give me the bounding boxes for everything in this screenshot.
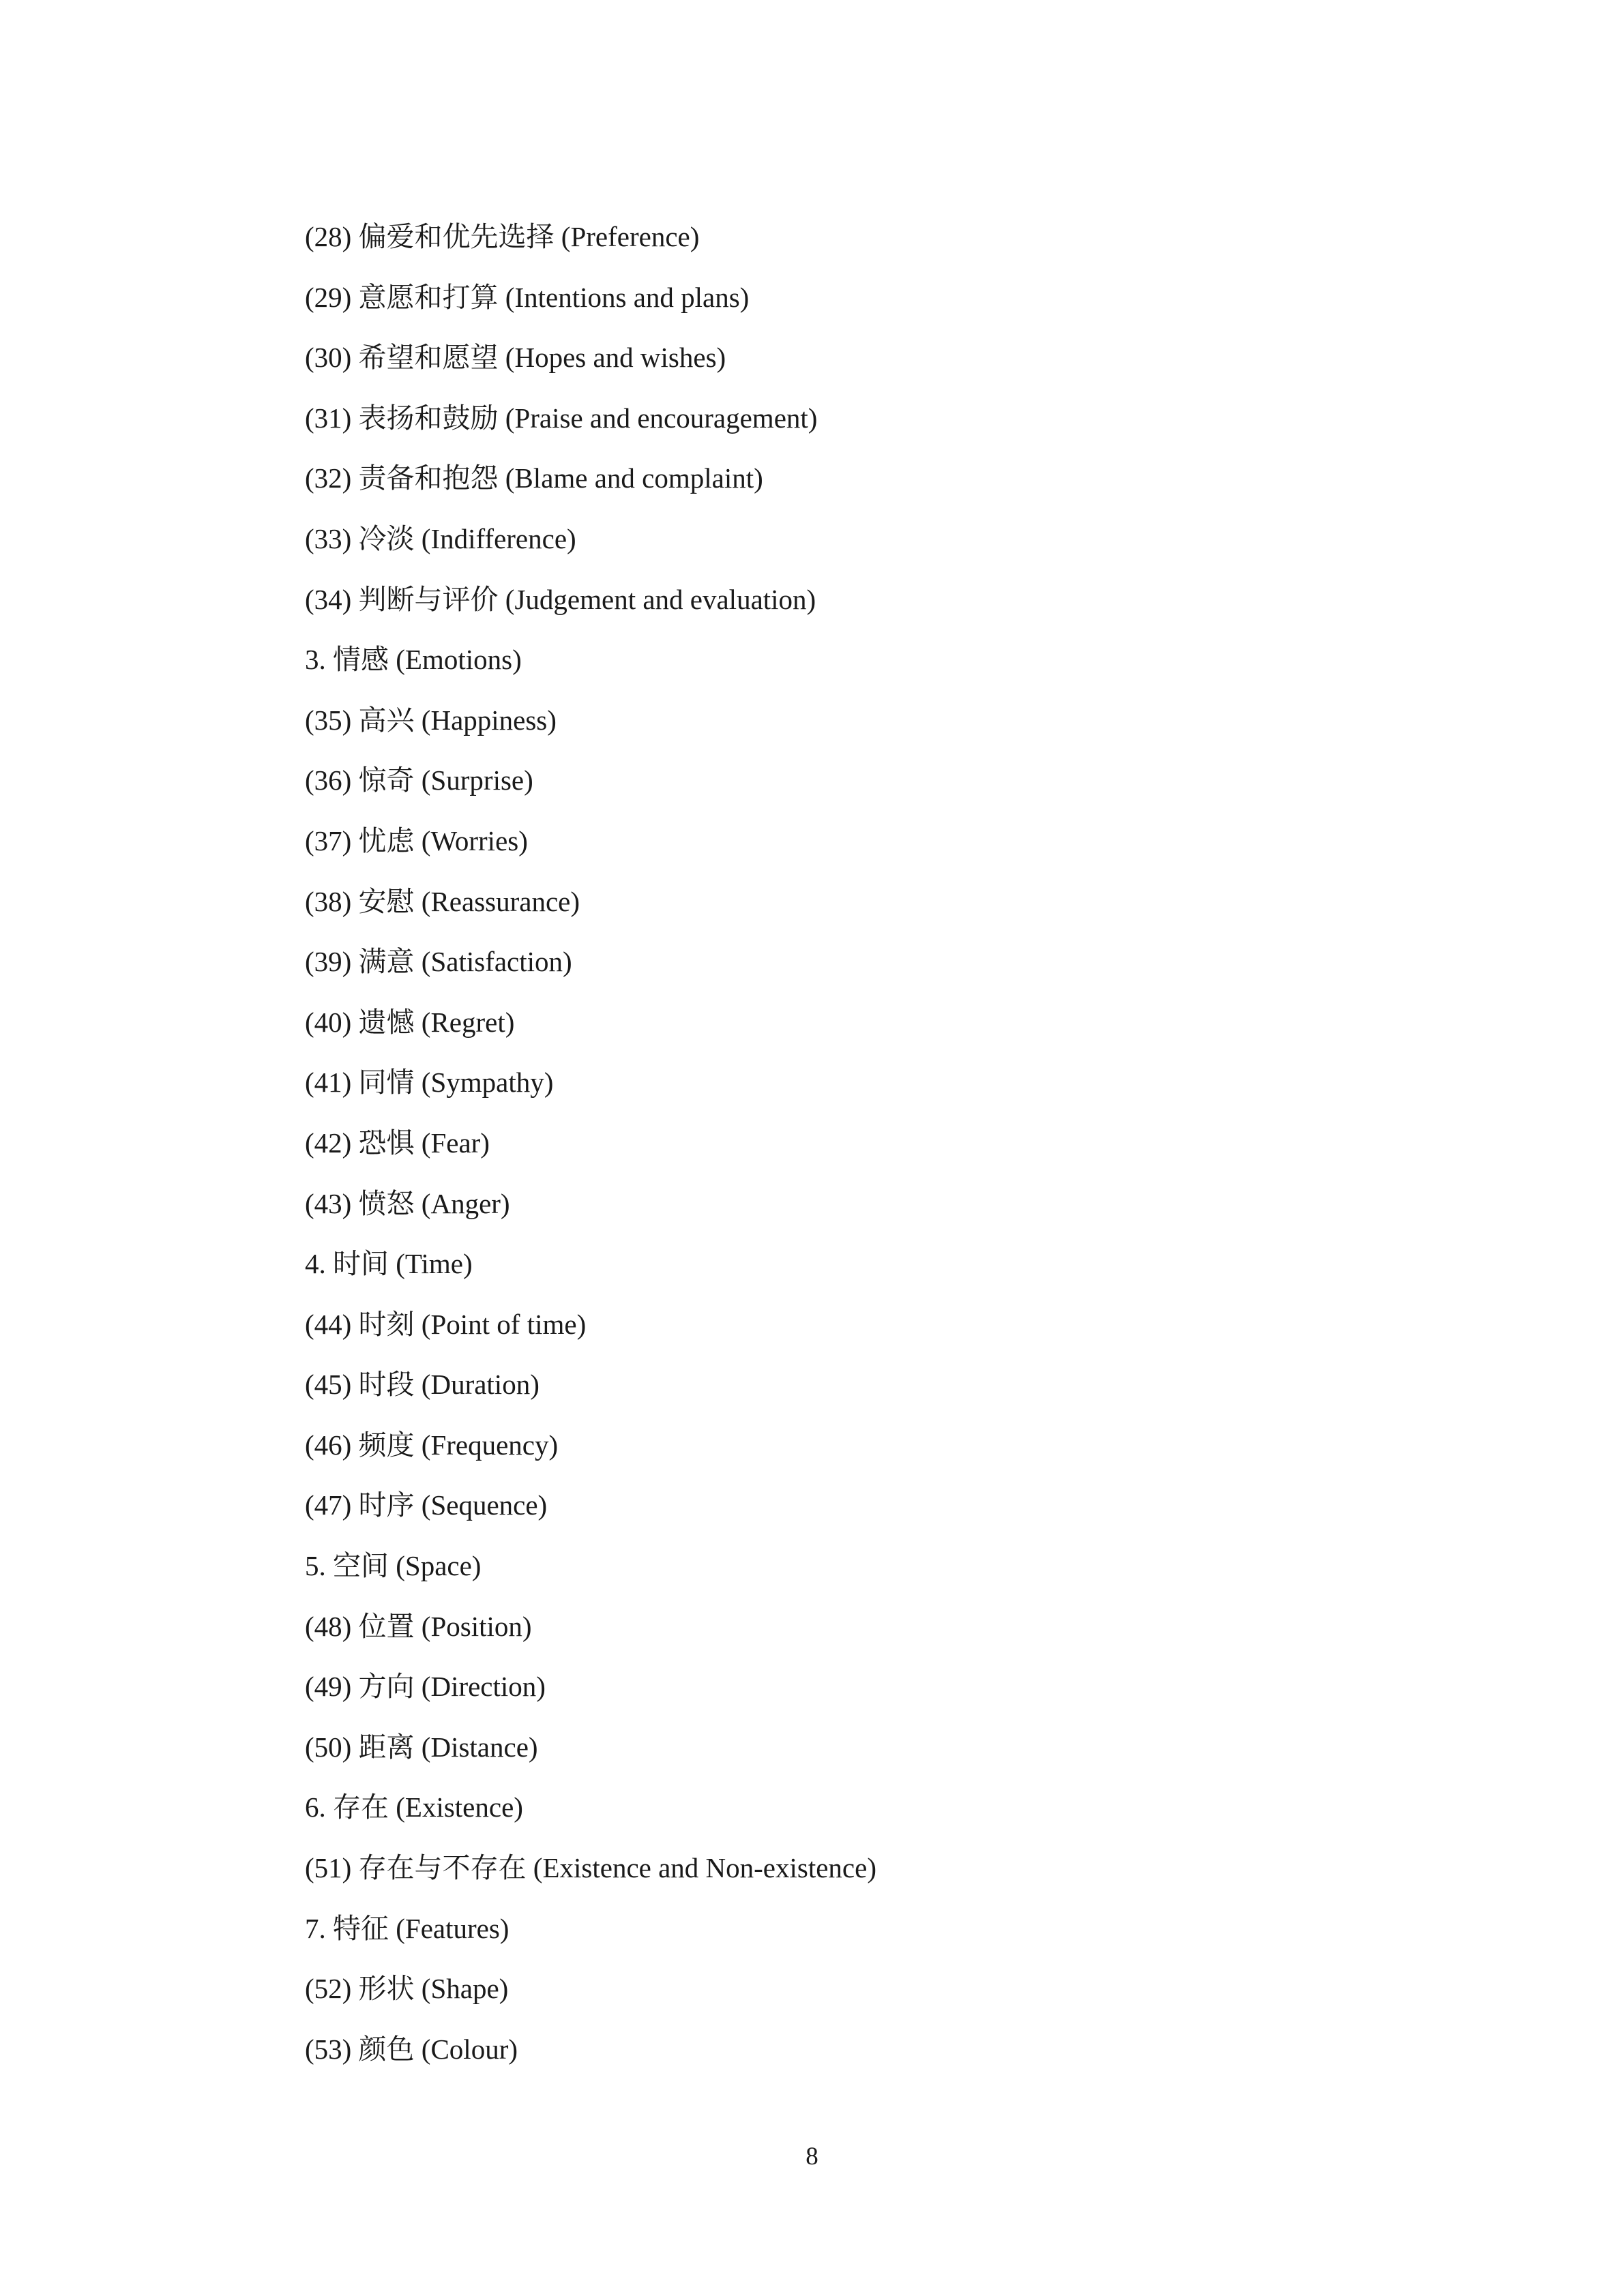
list-item: (42) 恐惧 (Fear) <box>305 1127 490 1159</box>
list-item: (52) 形状 (Shape) <box>305 1973 509 2005</box>
list-item: (50) 距离 (Distance) <box>305 1731 538 1763</box>
list-item: (35) 高兴 (Happiness) <box>305 704 557 736</box>
list-item: (32) 责备和抱怨 (Blame and complaint) <box>305 462 763 494</box>
list-item: (36) 惊奇 (Surprise) <box>305 764 533 796</box>
list-item: (47) 时序 (Sequence) <box>305 1489 548 1521</box>
list-item: (53) 颜色 (Colour) <box>305 2033 518 2065</box>
list-item: (31) 表扬和鼓励 (Praise and encouragement) <box>305 402 818 434</box>
list-item: (48) 位置 (Position) <box>305 1610 532 1642</box>
list-item: (49) 方向 (Direction) <box>305 1671 546 1703</box>
section-heading: 4. 时间 (Time) <box>305 1248 473 1280</box>
page-number: 8 <box>806 2143 818 2171</box>
list-item: (46) 频度 (Frequency) <box>305 1429 559 1461</box>
list-item: (38) 安慰 (Reassurance) <box>305 885 580 917</box>
section-heading: 5. 空间 (Space) <box>305 1550 482 1582</box>
list-item: (44) 时刻 (Point of time) <box>305 1308 587 1340</box>
list-item: (45) 时段 (Duration) <box>305 1369 540 1401</box>
list-item: (34) 判断与评价 (Judgement and evaluation) <box>305 583 816 615</box>
list-item: (40) 遗憾 (Regret) <box>305 1006 515 1038</box>
list-item: (33) 冷淡 (Indifference) <box>305 522 576 554</box>
list-item: (41) 同情 (Sympathy) <box>305 1067 554 1099</box>
list-item: (37) 忧虑 (Worries) <box>305 824 528 856</box>
section-heading: 6. 存在 (Existence) <box>305 1791 523 1823</box>
list-item: (29) 意愿和打算 (Intentions and plans) <box>305 281 750 313</box>
list-item: (43) 愤怒 (Anger) <box>305 1187 510 1219</box>
section-heading: 7. 特征 (Features) <box>305 1912 510 1944</box>
list-item: (39) 满意 (Satisfaction) <box>305 946 572 978</box>
section-heading: 3. 情感 (Emotions) <box>305 644 522 676</box>
list-item: (51) 存在与不存在 (Existence and Non-existence) <box>305 1852 876 1884</box>
topic-list <box>305 213 876 2085</box>
list-item: (28) 偏爱和优先选择 (Preference) <box>305 221 700 252</box>
list-item: (30) 希望和愿望 (Hopes and wishes) <box>305 342 726 374</box>
